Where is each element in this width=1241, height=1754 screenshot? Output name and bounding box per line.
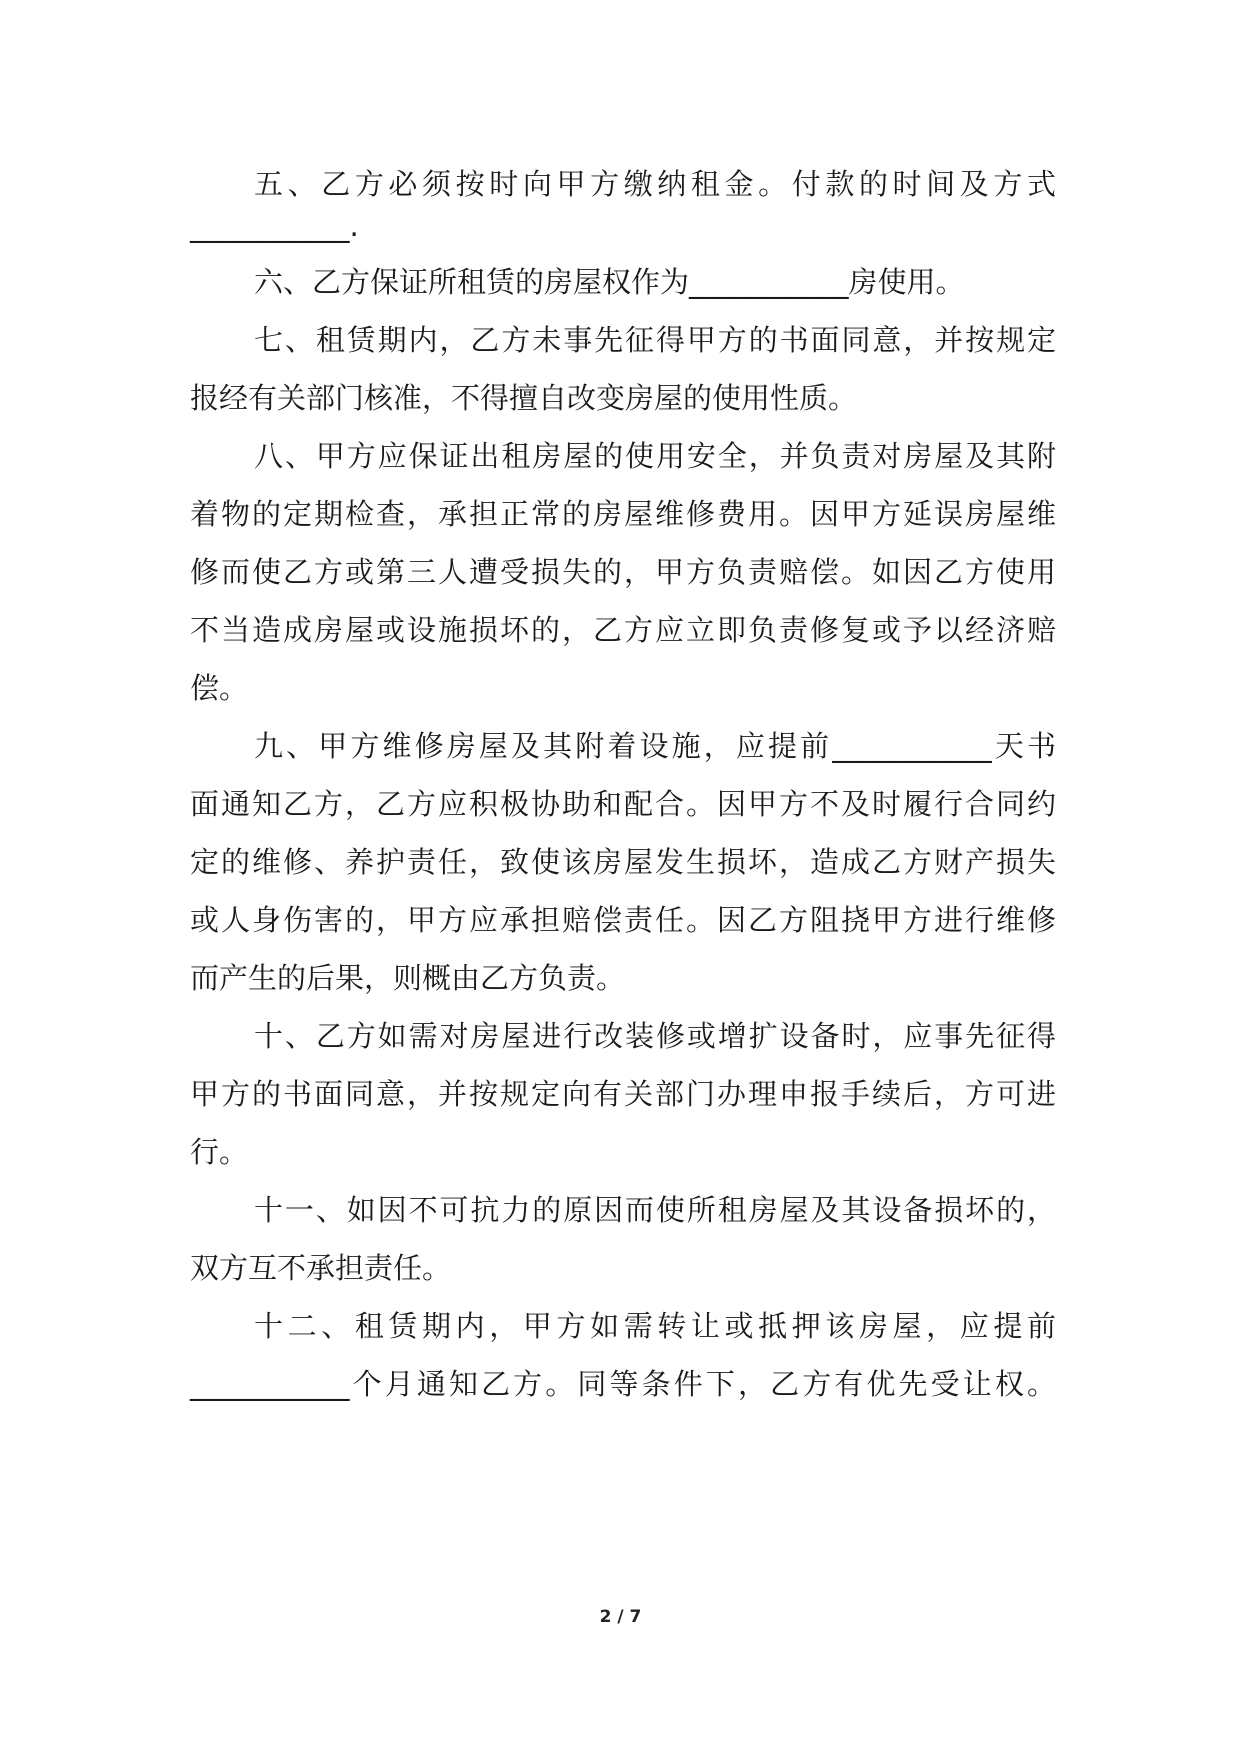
clause-6-line-1: 六、乙方保证所租赁的房屋权作为___________房使用。 [254,265,965,299]
clause-7-line-2: 报经有关部门核准，不得擅自改变房屋的使用性质。 [190,381,858,415]
page-number: 2 / 7 [599,1607,642,1627]
clause-10-line-1: 十、乙方如需对房屋进行改装修或增扩设备时，应事先征得 [254,1019,1056,1053]
clause-9-line-5: 而产生的后果，则概由乙方负责。 [190,961,626,995]
clause-8-line-3: 修而使乙方或第三人遭受损失的，甲方负责赔偿。如因乙方使用 [190,555,1056,589]
clause-9-line-4: 或人身伤害的，甲方应承担赔偿责任。因乙方阻挠甲方进行维修 [190,903,1056,937]
clause-9-line-3: 定的维修、养护责任，致使该房屋发生损坏，造成乙方财产损失 [190,845,1056,879]
clause-11-line-1: 十一、如因不可抗力的原因而使所租房屋及其设备损坏的， [254,1193,1056,1227]
clause-7-line-1: 七、租赁期内，乙方未事先征得甲方的书面同意，并按规定 [254,323,1056,357]
clause-10-line-2: 甲方的书面同意，并按规定向有关部门办理申报手续后，方可进 [190,1077,1056,1111]
clause-8-line-1: 八、甲方应保证出租房屋的使用安全，并负责对房屋及其附 [254,439,1056,473]
clause-8-line-2: 着物的定期检查，承担正常的房屋维修费用。因甲方延误房屋维 [190,497,1056,531]
clause-5-line-2: ___________. [190,209,359,243]
clause-11-line-2: 双方互不承担责任。 [190,1251,452,1285]
clause-10-line-3: 行。 [190,1135,249,1169]
clause-12-line-1: 十二、租赁期内，甲方如需转让或抵押该房屋，应提前 [254,1309,1056,1343]
clause-12-line-2: ___________个月通知乙方。同等条件下，乙方有优先受让权。 [190,1367,1056,1401]
clause-9-line-2: 面通知乙方，乙方应积极协助和配合。因甲方不及时履行合同约 [190,787,1056,821]
clause-8-line-5: 偿。 [190,671,249,705]
clause-5-line-1: 五、乙方必须按时向甲方缴纳租金。付款的时间及方式 [254,167,1056,201]
clause-9-line-1: 九、甲方维修房屋及其附着设施，应提前___________天书 [254,729,1056,763]
clause-8-line-4: 不当造成房屋或设施损坏的，乙方应立即负责修复或予以经济赔 [190,613,1056,647]
